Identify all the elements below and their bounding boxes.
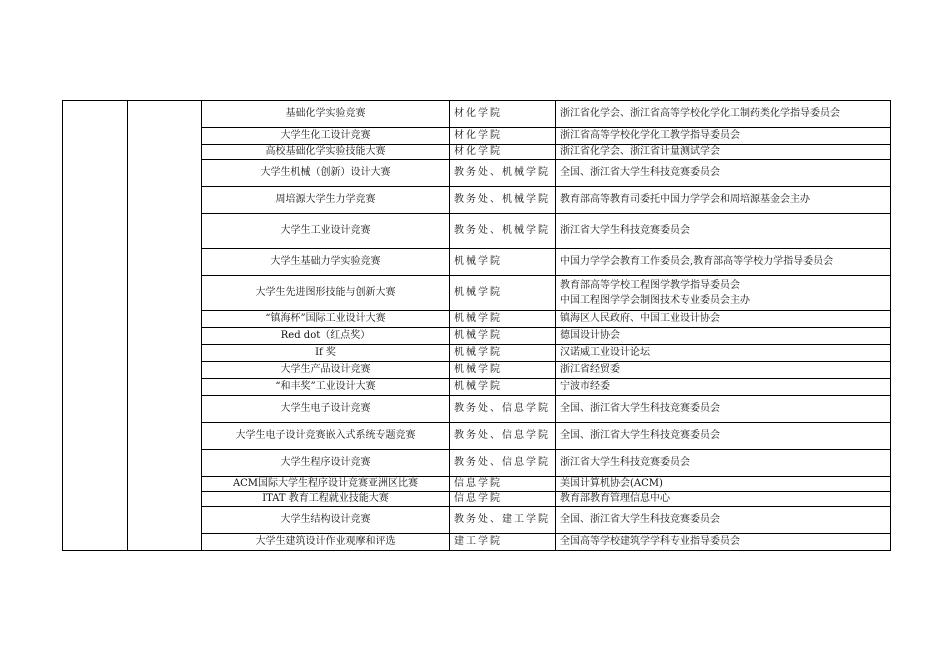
host-organization-line: 教育部高等教育司委托中国力学学会和周培源基金会主办 — [560, 194, 810, 205]
competition-name: 大学生建筑设计作业观摩和评选 — [202, 534, 450, 551]
competition-name: “镇海杯”国际工业设计大赛 — [202, 311, 450, 328]
competition-name: 基础化学实验竞赛 — [202, 101, 450, 128]
organizing-college: 机械学院 — [450, 379, 556, 396]
competition-name: 大学生结构设计竞赛 — [202, 507, 450, 534]
host-organization-line: 美国计算机协会(ACM) — [560, 478, 663, 489]
host-organization-line: 浙江省经贸委 — [560, 364, 620, 375]
competition-name: 大学生工业设计竞赛 — [202, 214, 450, 249]
host-organization — [556, 492, 891, 507]
host-organization — [556, 311, 891, 328]
host-organization — [556, 379, 891, 396]
competition-name: 大学生机械（创新）设计大赛 — [202, 160, 450, 187]
host-organization — [556, 276, 891, 311]
organizing-college: 建工学院 — [450, 534, 556, 551]
host-organization-line: 全国、浙江省大学生科技竞赛委员会 — [560, 167, 720, 178]
organizing-college: 教务处、信息学院 — [450, 423, 556, 450]
competition-table — [62, 100, 891, 551]
host-organization — [556, 507, 891, 534]
table-row — [63, 101, 891, 128]
host-organization — [556, 362, 891, 379]
host-organization — [556, 534, 891, 551]
host-organization-line: 宁波市经委 — [560, 381, 610, 392]
host-organization — [556, 160, 891, 187]
competition-name: 大学生先进图形技能与创新大赛 — [202, 276, 450, 311]
organizing-college: 机械学院 — [450, 345, 556, 362]
host-organization-line: 全国高等学校建筑学学科专业指导委员会 — [560, 536, 740, 547]
host-organization-line: 全国、浙江省大学生科技竞赛委员会 — [560, 403, 720, 414]
competition-name: 大学生化工设计竞赛 — [202, 128, 450, 145]
organizing-college: 信息学院 — [450, 492, 556, 507]
competition-name: “和丰奖”工业设计大赛 — [202, 379, 450, 396]
host-organization-line: 教育部教育管理信息中心 — [560, 493, 670, 504]
competition-name: Red dot（红点奖） — [202, 328, 450, 345]
blank-column-1 — [63, 101, 128, 551]
host-organization — [556, 101, 891, 128]
organizing-college: 材化学院 — [450, 101, 556, 128]
host-organization — [556, 249, 891, 276]
organizing-college: 教务处、建工学院 — [450, 507, 556, 534]
competition-name: If 奖 — [202, 345, 450, 362]
host-organization-line: 浙江省高等学校化学化工教学指导委员会 — [560, 130, 740, 141]
organizing-college: 机械学院 — [450, 276, 556, 311]
host-organization-line: 全国、浙江省大学生科技竞赛委员会 — [560, 514, 720, 525]
host-organization-line: 浙江省化学会、浙江省高等学校化学化工制药类化学指导委员会 — [560, 108, 840, 119]
host-organization — [556, 128, 891, 145]
host-organization — [556, 396, 891, 423]
host-organization — [556, 214, 891, 249]
host-organization — [556, 145, 891, 160]
organizing-college: 信息学院 — [450, 477, 556, 492]
host-organization-line: 浙江省大学生科技竞赛委员会 — [560, 457, 690, 468]
organizing-college: 材化学院 — [450, 128, 556, 145]
organizing-college: 教务处、信息学院 — [450, 450, 556, 477]
blank-column-2 — [128, 101, 202, 551]
host-organization — [556, 423, 891, 450]
organizing-college: 教务处、信息学院 — [450, 396, 556, 423]
host-organization — [556, 345, 891, 362]
organizing-college: 机械学院 — [450, 311, 556, 328]
organizing-college: 机械学院 — [450, 362, 556, 379]
competition-name: 周培源大学生力学竞赛 — [202, 187, 450, 214]
host-organization-line: 中国力学学会教育工作委员会,教育部高等学校力学指导委员会 — [560, 256, 834, 267]
host-organization-line: 汉诺威工业设计论坛 — [560, 347, 650, 358]
host-organization — [556, 187, 891, 214]
organizing-college: 材化学院 — [450, 145, 556, 160]
host-organization-line: 镇海区人民政府、中国工业设计协会 — [560, 313, 720, 324]
host-organization — [556, 477, 891, 492]
host-organization-line: 全国、浙江省大学生科技竞赛委员会 — [560, 430, 720, 441]
competition-name: 大学生电子设计竞赛 — [202, 396, 450, 423]
organizing-college: 教务处、机械学院 — [450, 187, 556, 214]
competition-name: 大学生程序设计竞赛 — [202, 450, 450, 477]
host-organization-line: 中国工程图学学会制图技术专业委员会主办 — [560, 295, 750, 306]
host-organization-line: 浙江省大学生科技竞赛委员会 — [560, 225, 690, 236]
organizing-college: 机械学院 — [450, 328, 556, 345]
competition-name: 大学生基础力学实验竞赛 — [202, 249, 450, 276]
host-organization — [556, 450, 891, 477]
organizing-college: 教务处、机械学院 — [450, 160, 556, 187]
competition-name: ITAT 教育工程就业技能大赛 — [202, 492, 450, 507]
organizing-college: 机械学院 — [450, 249, 556, 276]
host-organization-line: 浙江省化学会、浙江省计量测试学会 — [560, 146, 720, 157]
competition-name: 大学生产品设计竞赛 — [202, 362, 450, 379]
competition-name: ACM国际大学生程序设计竞赛亚洲区比赛 — [202, 477, 450, 492]
host-organization-line: 教育部高等学校工程图学教学指导委员会 — [560, 280, 740, 291]
organizing-college: 教务处、机械学院 — [450, 214, 556, 249]
host-organization — [556, 328, 891, 345]
host-organization-line: 德国设计协会 — [560, 330, 620, 341]
competition-name: 大学生电子设计竞赛嵌入式系统专题竞赛 — [202, 423, 450, 450]
competition-name: 高校基础化学实验技能大赛 — [202, 145, 450, 160]
